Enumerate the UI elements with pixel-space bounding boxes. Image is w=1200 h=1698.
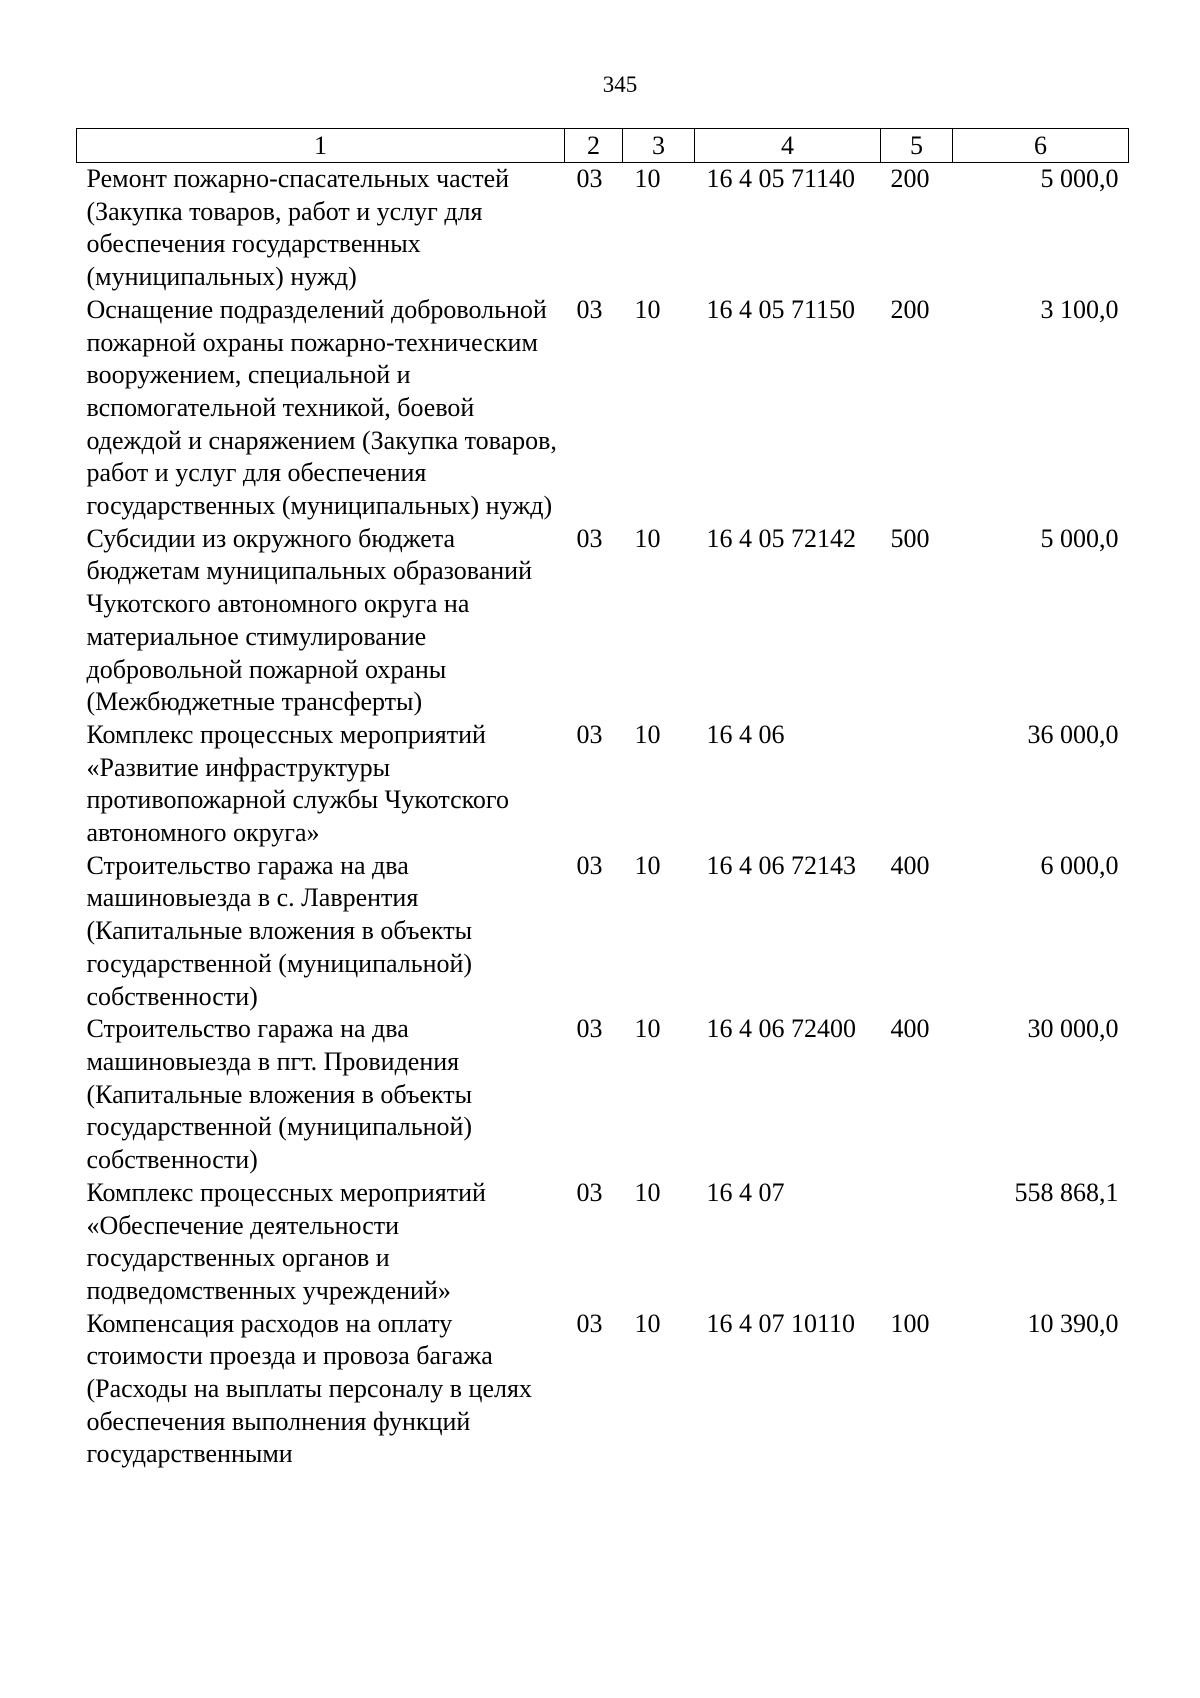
row-target-article: 16 4 05 71150 (706, 294, 856, 324)
row-section: 03 (576, 164, 603, 193)
row-expense-type: 200 (890, 164, 930, 193)
row-expense-type: 200 (890, 294, 930, 324)
row-expense-type: 400 (890, 1014, 930, 1044)
page-number: 345 (602, 72, 638, 97)
header-col-2: 2 (565, 129, 623, 163)
table-row (77, 1308, 1129, 1472)
row-name: Ремонт пожарно-спасательных частей (Закупка товаров, работ и услуг для обеспечения государственных (муниципальных) нужд) (86, 164, 510, 292)
row-amount: 10 390,0 (1027, 1308, 1119, 1338)
row-amount: 30 000,0 (1027, 1014, 1119, 1044)
table-row (77, 163, 1129, 294)
row-target-article: 16 4 07 10110 (706, 1308, 856, 1338)
row-name: Комплекс процессных мероприятий «Развитие инфраструктуры противопожарной службы Чукотского автономного округа» (86, 719, 509, 848)
table-header-row (77, 129, 1129, 163)
row-subsection: 10 (634, 1177, 661, 1207)
row-amount: 5 000,0 (1040, 164, 1119, 193)
row-target-article: 16 4 05 71140 (706, 164, 856, 193)
row-amount: 36 000,0 (1027, 719, 1119, 749)
row-target-article: 16 4 07 (706, 1177, 785, 1207)
row-name: Компенсация расходов на оплату стоимости проезда и провоза багажа (Расходы на выплаты персоналу в целях обеспечения выполнения функций государственными (86, 1308, 532, 1469)
row-subsection: 10 (634, 164, 661, 193)
row-subsection: 10 (634, 523, 661, 553)
table-row (77, 850, 1129, 1014)
header-col-5: 5 (881, 129, 953, 163)
table-row (77, 294, 1129, 523)
row-section: 03 (576, 850, 603, 880)
row-target-article: 16 4 06 72143 (706, 850, 856, 880)
row-name: Субсидии из окружного бюджета бюджетам муниципальных образований Чукотского автономного округа на материальное стимулирование добровольной пожарной охраны (Межбюджетные трансферты) (86, 523, 533, 717)
row-section: 03 (576, 719, 603, 749)
row-subsection: 10 (634, 1014, 661, 1044)
row-subsection: 10 (634, 294, 661, 324)
row-expense-type: 500 (890, 523, 930, 553)
row-expense-type: 400 (890, 850, 930, 880)
row-subsection: 10 (634, 850, 661, 880)
header-col-1: 1 (77, 129, 565, 163)
row-target-article: 16 4 06 (706, 719, 785, 749)
header-col-6: 6 (953, 129, 1129, 163)
row-section: 03 (576, 1177, 603, 1207)
table-row (77, 1177, 1129, 1308)
row-amount: 6 000,0 (1040, 850, 1119, 880)
row-amount: 5 000,0 (1040, 523, 1119, 553)
row-name: Строительство гаража на два машиновыезда в пгт. Провидения (Капитальные вложения в объекты государственной (муниципальной) собственности) (86, 1014, 473, 1175)
row-amount: 3 100,0 (1040, 294, 1119, 324)
row-section: 03 (576, 1014, 603, 1044)
row-target-article: 16 4 06 72400 (706, 1014, 856, 1044)
row-target-article: 16 4 05 72142 (706, 523, 856, 553)
row-section: 03 (576, 294, 603, 324)
row-amount: 558 868,1 (1014, 1177, 1119, 1207)
row-name: Комплекс процессных мероприятий «Обеспечение деятельности государственных органов и подведомственных учреждений» (86, 1177, 486, 1305)
table-row (77, 1013, 1129, 1177)
row-expense-type (881, 1177, 953, 1308)
row-subsection: 10 (634, 1308, 661, 1338)
row-expense-type: 100 (890, 1308, 930, 1338)
row-expense-type (881, 719, 953, 850)
row-name: Оснащение подразделений добровольной пожарной охраны пожарно-техническим вооружением, специальной и вспомогательной техникой, боевой одеждой и снаряжением (Закупка товаров, работ и услуг для обеспечения государственных (муниципальных) нужд) (86, 294, 557, 521)
row-section: 03 (576, 523, 603, 553)
row-section: 03 (576, 1308, 603, 1338)
budget-table (76, 128, 1129, 1471)
table-row (77, 719, 1129, 850)
table-row (77, 523, 1129, 719)
header-col-4: 4 (695, 129, 881, 163)
row-subsection: 10 (634, 719, 661, 749)
row-name: Строительство гаража на два машиновыезда в с. Лаврентия (Капитальные вложения в объекты государственной (муниципальной) собственности) (86, 850, 473, 1011)
header-col-3: 3 (623, 129, 695, 163)
